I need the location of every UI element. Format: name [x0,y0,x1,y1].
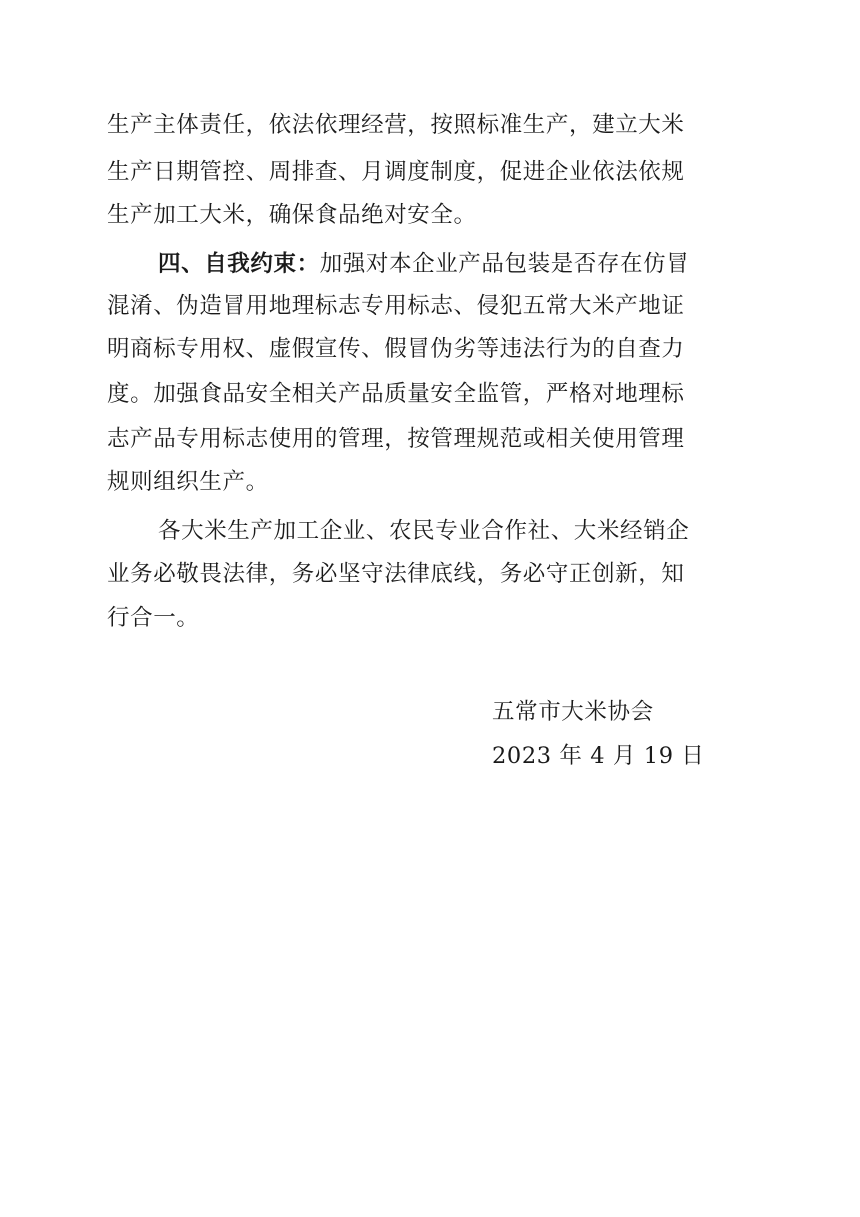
para1-line-3: 生产加工大米，确保食品绝对安全。 [107,202,477,228]
para2-line-2: 混淆、伪造冒用地理标志专用标志、侵犯五常大米产地证 [107,293,685,319]
para1-line-1: 生产主体责任，依法依理经营，按照标准生产，建立大米 [107,112,685,138]
para1-line-2: 生产日期管控、周排查、月调度制度，促进企业依法依规 [107,159,685,185]
para2-line-4: 度。加强食品安全相关产品质量安全监管，严格对地理标 [107,381,685,407]
para3-line-3: 行合一。 [107,605,200,631]
signature-organization: 五常市大米协会 [492,699,654,725]
para2-line-6: 规则组织生产。 [107,469,269,495]
para3-line-2: 业务必敬畏法律，务必坚守法律底线，务必守正创新，知 [107,561,685,587]
signature-date: 2023 年 4 月 19 日 [492,743,705,769]
section-heading-self-restraint: 四、自我约束： [158,251,320,277]
para2-line-1-text: 加强对本企业产品包装是否存在仿冒 [319,251,690,277]
para3-line-1: 各大米生产加工企业、农民专业合作社、大米经销企 [158,518,690,544]
para2-line-1 [158,249,768,279]
para2-line-3: 明商标专用权、虚假宣传、假冒伪劣等违法行为的自查力 [107,336,685,362]
para2-line-5: 志产品专用标志使用的管理，按管理规范或相关使用管理 [107,426,685,452]
